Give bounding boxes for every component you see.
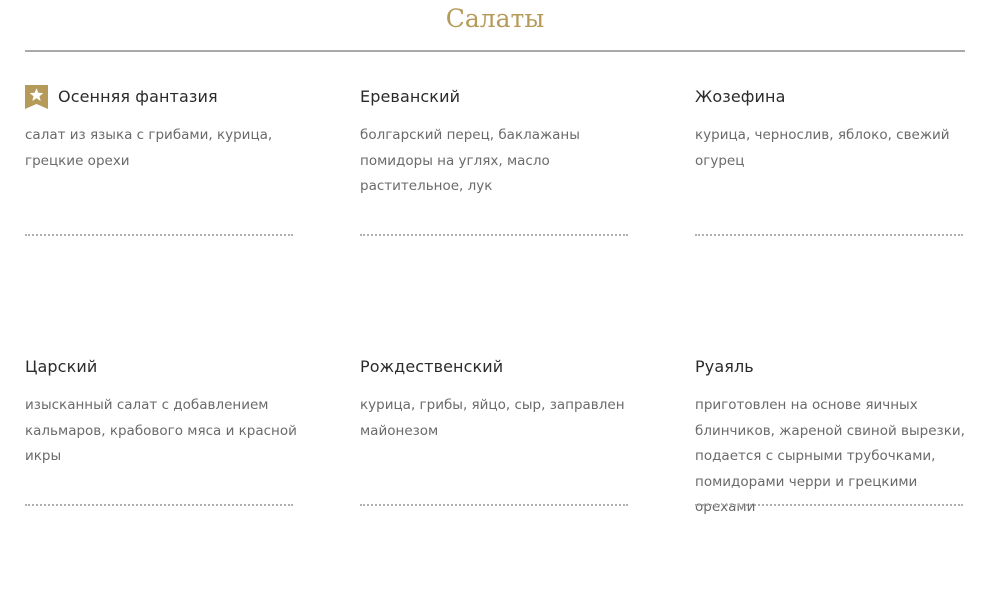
dotted-divider xyxy=(695,234,963,236)
menu-item[interactable] xyxy=(360,354,630,600)
section-title: Салаты xyxy=(445,4,545,33)
menu-item-description: приготовлен на основе яичных блинчиков, жареной свиной вырезки, подается с сырными трубочками, помидорами черри и грецкими орехами xyxy=(695,397,965,515)
menu-item-name: Царский xyxy=(25,357,98,376)
menu-item-name: Жозефина xyxy=(695,87,786,106)
section-divider xyxy=(25,50,965,52)
menu-item-description: курица, чернослив, яблоко, свежий огурец xyxy=(695,127,950,169)
dotted-divider xyxy=(25,234,293,236)
star-badge-icon xyxy=(25,85,48,109)
menu-item-header xyxy=(25,84,295,110)
menu-item-description: болгарский перец, баклажаны помидоры на углях, масло растительное, лук xyxy=(360,127,580,194)
dotted-divider xyxy=(360,504,628,506)
menu-item-description: изысканный салат с добавлением кальмаров, крабового мяса и красной икры xyxy=(25,397,297,464)
menu-item[interactable] xyxy=(360,84,630,354)
menu-grid xyxy=(25,84,965,600)
menu-item[interactable] xyxy=(695,354,965,600)
menu-item-name: Рождественский xyxy=(360,357,504,376)
menu-item[interactable] xyxy=(25,84,295,354)
menu-item-description: курица, грибы, яйцо, сыр, заправлен майонезом xyxy=(360,397,625,439)
dotted-divider xyxy=(360,234,628,236)
menu-item[interactable] xyxy=(25,354,295,600)
menu-item-description: салат из языка с грибами, курица, грецкие орехи xyxy=(25,127,273,169)
dotted-divider xyxy=(25,504,293,506)
menu-item-header xyxy=(695,84,965,110)
menu-item-header xyxy=(360,84,630,110)
menu-item-name: Осенняя фантазия xyxy=(58,87,218,106)
menu-item[interactable] xyxy=(695,84,965,354)
menu-item-name: Руаяль xyxy=(695,357,754,376)
menu-item-header xyxy=(25,354,295,380)
menu-item-header xyxy=(360,354,630,380)
menu-item-header xyxy=(695,354,965,380)
dotted-divider xyxy=(695,504,963,506)
menu-item-name: Ереванский xyxy=(360,87,461,106)
